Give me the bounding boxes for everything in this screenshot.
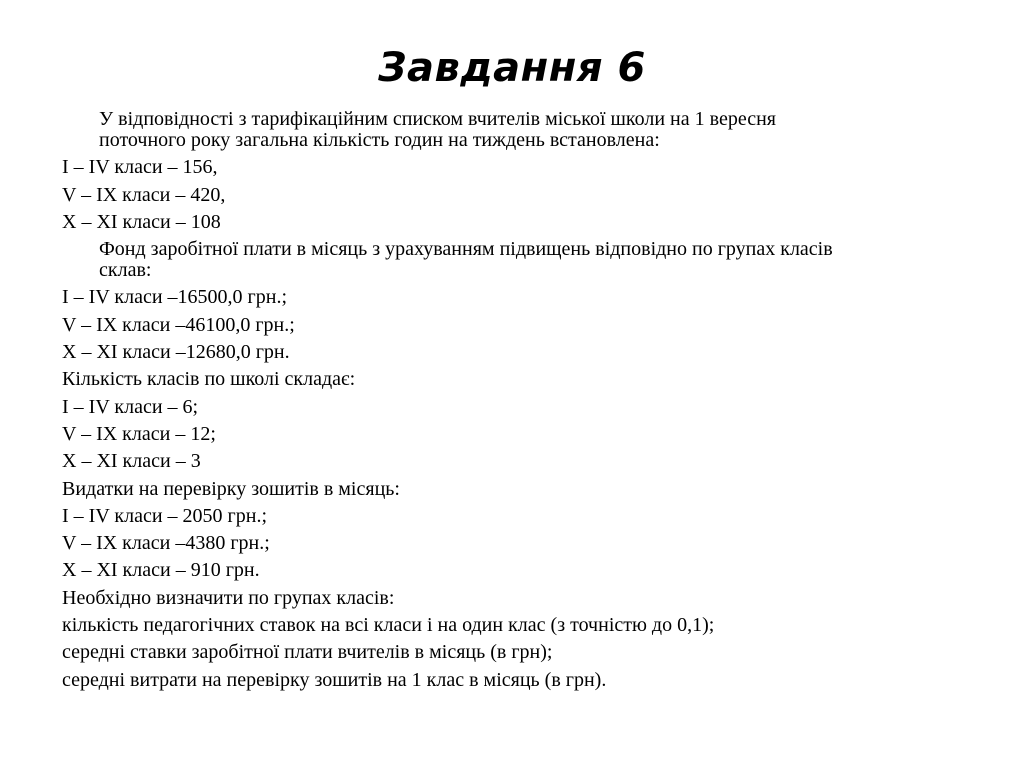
fund-item: V – IX класи –46100,0 грн.; bbox=[62, 313, 295, 336]
expenses-item: V – IX класи –4380 грн.; bbox=[62, 532, 270, 555]
fund-intro-line-2: склав: bbox=[99, 259, 152, 282]
expenses-item: X – XI класи – 910 грн. bbox=[62, 559, 260, 582]
classes-item: X – XI класи – 3 bbox=[62, 450, 201, 473]
intro-line-2: поточного року загальна кількість годин на тиждень встановлена: bbox=[99, 129, 660, 151]
hours-item: X – XI класи – 108 bbox=[62, 210, 221, 233]
intro-paragraph bbox=[62, 109, 962, 151]
expenses-item: I – IV класи – 2050 грн.; bbox=[62, 504, 268, 527]
fund-item: I – IV класи –16500,0 грн.; bbox=[62, 286, 288, 309]
expenses-heading: Видатки на перевірку зошитів в місяць: bbox=[62, 477, 400, 500]
hours-item: V – IX класи – 420, bbox=[62, 183, 226, 206]
hours-item: I – IV класи – 156, bbox=[62, 156, 218, 179]
task-heading: Необхідно визначити по групах класів: bbox=[62, 586, 395, 609]
task-item: кількість педагогічних ставок на всі класи і на один клас (з точністю до 0,1); bbox=[62, 614, 715, 637]
slide-body bbox=[62, 106, 962, 694]
classes-item: I – IV класи – 6; bbox=[62, 395, 199, 418]
task-item: середні ставки заробітної плати вчителів в місяць (в грн); bbox=[62, 641, 553, 664]
classes-heading: Кількість класів по школі складає: bbox=[62, 368, 356, 391]
classes-item: V – IX класи – 12; bbox=[62, 422, 216, 445]
fund-paragraph bbox=[62, 239, 962, 281]
fund-intro-line-1: Фонд заробітної плати в місяць з урахуванням підвищень відповідно по групах класів bbox=[99, 238, 833, 261]
task-item: середні витрати на перевірку зошитів на 1 клас в місяць (в грн). bbox=[62, 668, 607, 691]
fund-item: X – XI класи –12680,0 грн. bbox=[62, 341, 290, 364]
slide-title: Завдання 6 bbox=[378, 45, 646, 91]
intro-line-1: У відповідності з тарифікаційним списком вчителів міської школи на 1 вересня bbox=[99, 108, 776, 130]
